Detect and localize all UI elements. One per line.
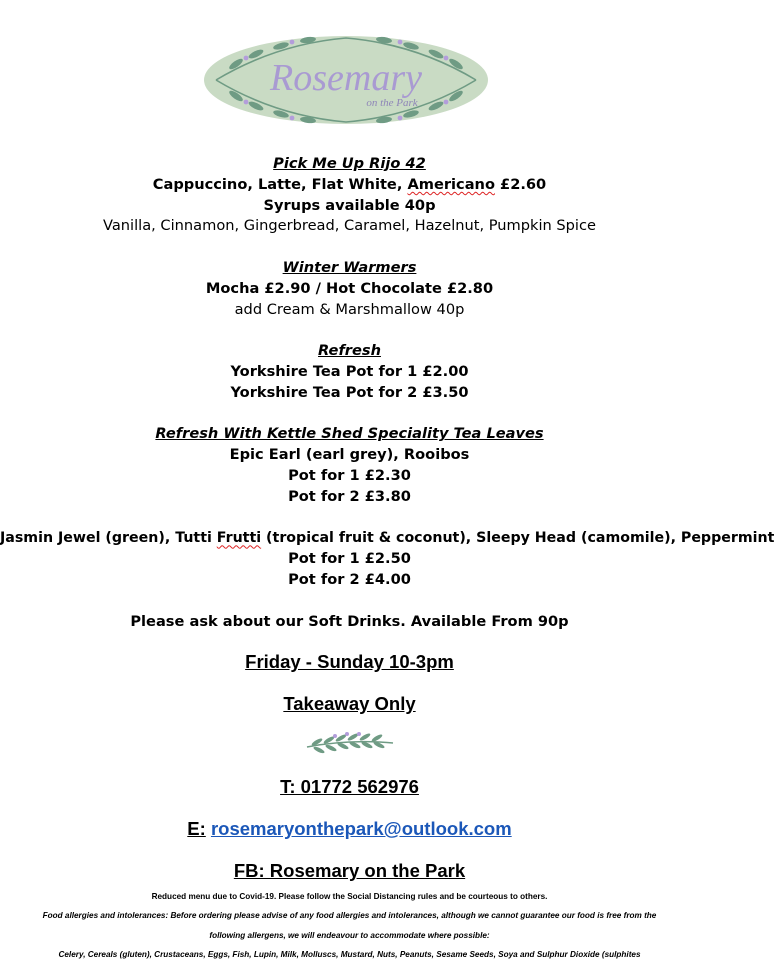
phone-line <box>0 776 699 798</box>
rosemary-logo <box>196 24 496 136</box>
phone-number[interactable]: T: 01772 562976 <box>280 776 419 797</box>
menu-text <box>0 154 774 632</box>
fruit-tea-list-start: Jasmin Jewel (green), Tutti <box>0 530 217 547</box>
takeaway-text: Takeaway Only <box>283 693 416 714</box>
takeaway-notice <box>0 693 699 715</box>
fruit-tea-list <box>0 528 774 549</box>
opening-hours-text: Friday - Sunday 10-3pm <box>245 651 454 672</box>
email-line <box>0 818 699 840</box>
spacer <box>0 508 699 529</box>
allergy-notice-1: Food allergies and intolerances: Before ordering please advise of any food allergies and intolerances, although we cannot guarantee our food is free from the <box>42 911 657 920</box>
section-heading-refresh: Refresh <box>318 342 381 360</box>
section-heading-pick-me-up: Pick Me Up Rijo 42 <box>273 155 426 172</box>
coffee-list: Cappuccino, Latte, Flat White, <box>152 175 408 193</box>
frutti-word: Frutti <box>216 530 262 547</box>
cream-marshmallow-price: add Cream & Marshmallow 40p <box>234 300 465 318</box>
coffee-price: £2.60 <box>494 175 547 193</box>
rosemary-sprig-icon <box>303 727 397 759</box>
speciality-pot-1-price: Pot for 1 £2.30 <box>288 466 411 484</box>
allergy-notice-2: following allergens, we will endeavour to accommodate where possible: <box>209 931 490 940</box>
logo-name: Rosemary <box>270 57 422 99</box>
covid-notice: Reduced menu due to Covid-19. Please follow the Social Distancing rules and be courteous to others. <box>151 892 548 901</box>
allergy-list: Celery, Cereals (gluten), Crustaceans, Eggs, Fish, Lupin, Milk, Molluscs, Mustard, Nuts, Peanuts, Sesame Seeds, Soya and Sulphur Dioxide (sulphites <box>58 950 641 959</box>
spacer <box>0 404 699 425</box>
coffee-prices <box>0 175 699 196</box>
speciality-tea-list: Epic Earl (earl grey), Rooibos <box>229 446 470 464</box>
email-label: E: <box>187 818 206 839</box>
syrups-price: Syrups available 40p <box>263 196 436 214</box>
email-link[interactable]: rosemaryonthepark@outlook.com <box>210 818 512 839</box>
opening-hours <box>0 651 699 673</box>
facebook-line <box>0 860 699 882</box>
tea-pot-2-price: Yorkshire Tea Pot for 2 £3.50 <box>230 383 469 401</box>
rosemary-logo-graphic <box>196 24 496 136</box>
speciality-pot-2-price: Pot for 2 £3.80 <box>288 487 411 505</box>
mocha-chocolate-prices: Mocha £2.90 / Hot Chocolate £2.80 <box>205 279 494 297</box>
americano-word: Americano <box>407 175 495 193</box>
section-heading-speciality-tea: Refresh With Kettle Shed Speciality Tea Leaves <box>155 425 544 443</box>
facebook-text: FB: Rosemary on the Park <box>233 860 466 881</box>
fruit-pot-2-price: Pot for 2 £4.00 <box>288 570 411 588</box>
soft-drinks-note: Please ask about our Soft Drinks. Available From 90p <box>130 612 569 630</box>
section-heading-winter-warmers: Winter Warmers <box>282 258 417 276</box>
fruit-pot-1-price: Pot for 1 £2.50 <box>288 550 411 568</box>
syrup-flavours: Vanilla, Cinnamon, Gingerbread, Caramel, Hazelnut, Pumpkin Spice <box>102 217 596 235</box>
spacer <box>0 237 699 258</box>
fruit-tea-list-end: (tropical fruit & coconut), Sleepy Head (camomile), Peppermint <box>261 530 774 547</box>
tea-pot-1-price: Yorkshire Tea Pot for 1 £2.00 <box>230 362 469 380</box>
spacer <box>0 591 699 612</box>
logo-tagline: on the Park <box>366 97 418 109</box>
spacer <box>0 320 699 341</box>
